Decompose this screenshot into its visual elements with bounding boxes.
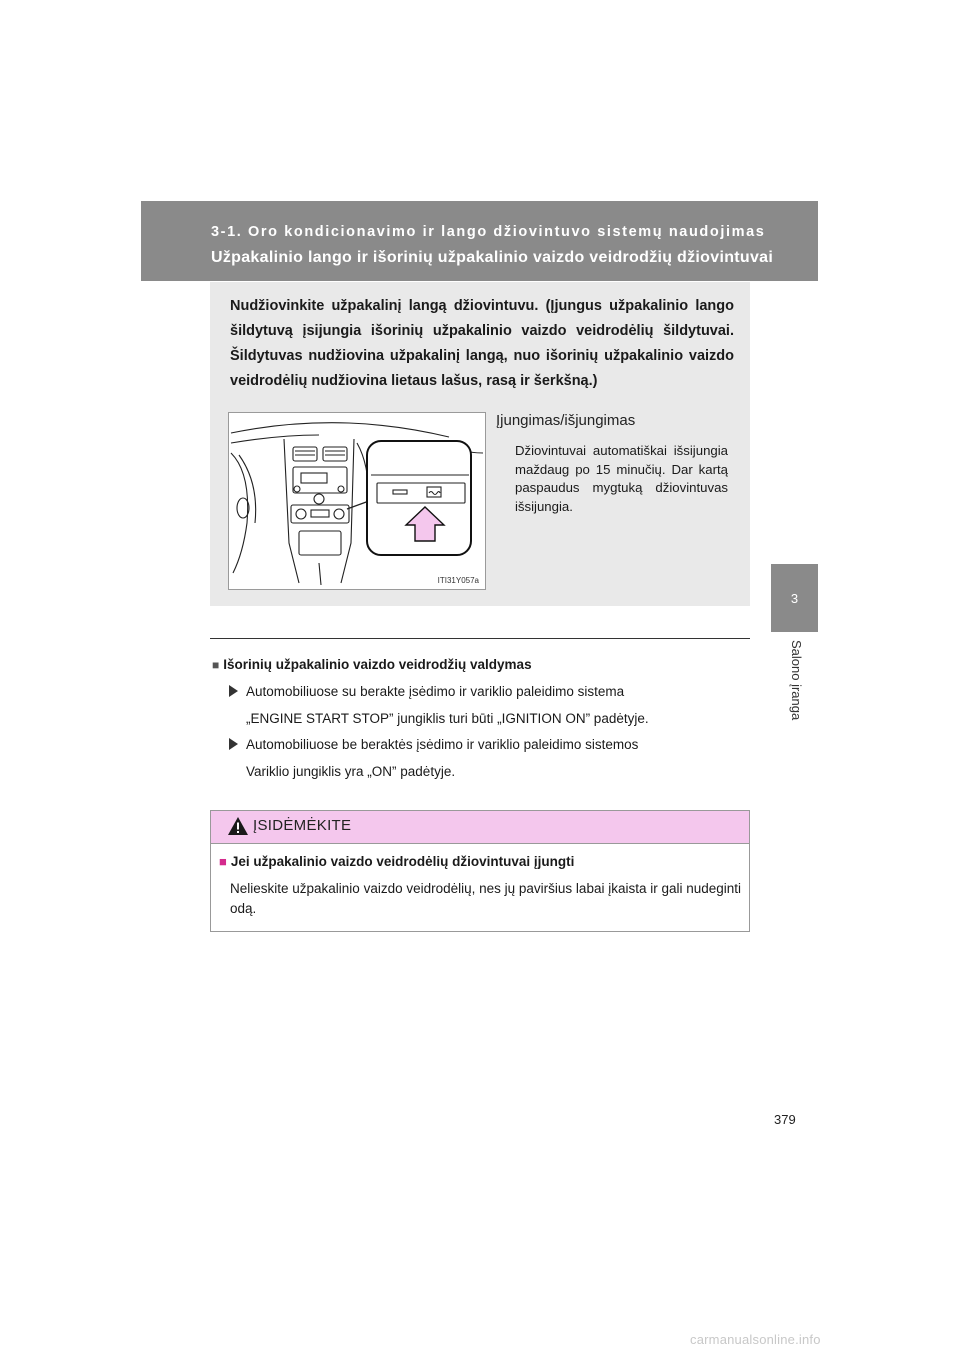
caution-box — [210, 810, 750, 932]
caution-text: Nelieskite užpakalinio vaizdo veidrodėlių, nes jų paviršius labai įkaista ir gali nudeginti odą. — [230, 881, 742, 916]
chapter-number: 3 — [790, 590, 799, 606]
section-divider — [210, 638, 750, 639]
page-number: 379 — [774, 1112, 796, 1127]
section-title: 3-1. Oro kondicionavimo ir lango džiovintuvo sistemų naudojimas — [211, 224, 766, 240]
list-item-detail: „ENGINE START STOP” jungiklis turi būti „IGNITION ON” padėtyje. — [246, 711, 649, 726]
caution-title: ĮSIDĖMĖKITE — [253, 817, 352, 834]
square-bullet-icon: ■ — [212, 658, 220, 672]
square-bullet-icon: ■ — [219, 854, 227, 869]
caution-subheading — [219, 854, 574, 869]
intro-text: Nudžiovinkite užpakalinį langą džiovintuvu. (Įjungus užpakalinio lango šildytuvą įsijungia išorinių užpakalinio vaizdo veidrodėlių šildytuvai. Šildytuvas nudžiovina užpakalinį langą, nuo išorinių užpakalinio vaizdo veidrodėlių nudžiovina lietaus lašus, rasą ir šerkšną.) — [230, 298, 734, 389]
caution-header — [211, 811, 749, 844]
info-box — [210, 282, 750, 606]
section-heading-text: Išorinių užpakalinio vaizdo veidrodžių valdymas — [223, 657, 532, 672]
operation-text: Džiovintuvai automatiškai išsijungia maždaug po 15 minučių. Dar kartą paspaudus mygtuką džiovintuvas išsijungia. — [515, 443, 728, 514]
figure-code: ITI31Y057a — [437, 576, 479, 585]
page-header — [141, 201, 818, 281]
list-item-label: Automobiliuose su berakte įsėdimo ir variklio paleidimo sistema — [246, 684, 625, 699]
operation-title: Įjungimas/išjungimas — [496, 412, 636, 429]
list-item — [229, 684, 624, 699]
list-item-detail: Variklio jungiklis yra „ON” padėtyje. — [246, 764, 456, 779]
triangle-bullet-icon — [229, 685, 238, 697]
list-item-label: Automobiliuose be beraktės įsėdimo ir variklio paleidimo sistemos — [246, 737, 639, 752]
page-title: Užpakalinio lango ir išorinių užpakalinio vaizdo veidrodžių džiovintuvai — [211, 249, 774, 266]
dashboard-illustration — [229, 413, 485, 589]
dashboard-figure — [228, 412, 486, 590]
warning-icon — [227, 816, 249, 836]
list-item — [229, 737, 638, 752]
watermark: carmanualsonline.info — [690, 1332, 821, 1347]
caution-subheading-text: Jei užpakalinio vaizdo veidrodėlių džiovintuvai įjungti — [230, 854, 575, 869]
chapter-tab[interactable] — [771, 564, 818, 632]
section-heading — [212, 657, 532, 672]
triangle-bullet-icon — [229, 738, 238, 750]
chapter-label: Salono įranga — [789, 640, 804, 721]
